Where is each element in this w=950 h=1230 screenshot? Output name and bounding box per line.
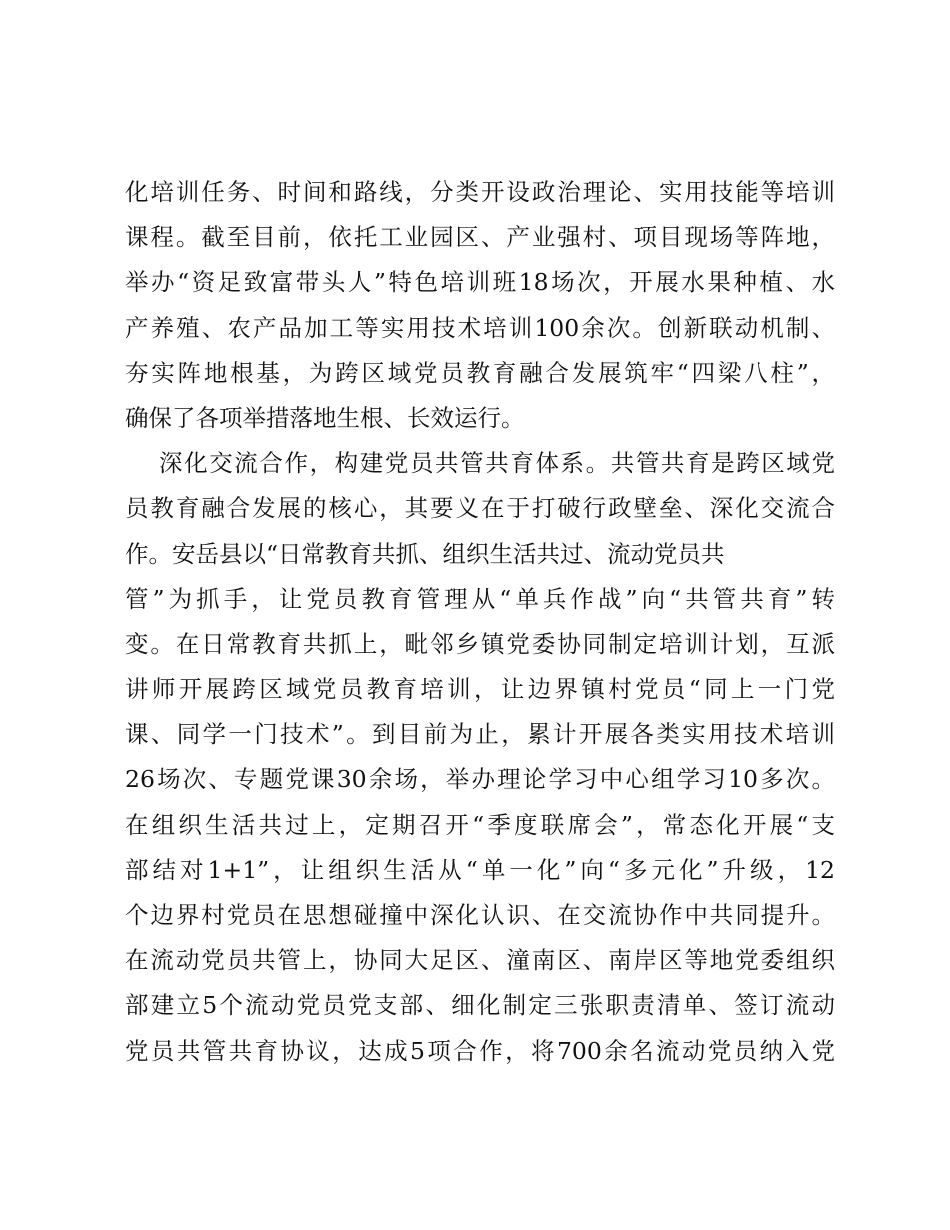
text-line: 产养殖、农产品加工等实用技术培训100余次。创新联动机制、 [125, 313, 835, 342]
text-line: 员教育融合发展的核心，其要义在于打破行政壁垒、深化交流合 [125, 494, 835, 523]
text-line: 变。在日常教育共抓上，毗邻乡镇党委协同制定培训计划，互派 [125, 629, 835, 658]
text-line: 部结对1+1”，让组织生活从“单一化”向“多元化”升级，12 [125, 855, 835, 884]
text-line: 确保了各项举措落地生根、长效运行。 [125, 403, 525, 432]
text-line: 讲师开展跨区域党员教育培训，让边界镇村党员“同上一门党 [125, 675, 835, 704]
text-line: 在组织生活共过上，定期召开“季度联席会”，常态化开展“支 [125, 810, 835, 839]
text-line: 作。安岳县以“日常教育共抓、组织生活共过、流动党员共 [125, 539, 725, 568]
text-line: 部建立5个流动党员党支部、细化制定三张职责清单、签订流动 [125, 991, 835, 1020]
text-line: 党员共管共育协议，达成5项合作，将700余名流动党员纳入党 [125, 1036, 835, 1065]
text-line: 夯实阵地根基，为跨区域党员教育融合发展筑牢“四梁八柱”， [125, 358, 835, 387]
text-line: 课程。截至目前，依托工业园区、产业强村、项目现场等阵地， [125, 223, 835, 252]
text-line: 个边界村党员在思想碰撞中深化认识、在交流协作中共同提升。 [125, 901, 835, 929]
text-line: 举办“资足致富带头人”特色培训班18场次，开展水果种植、水 [125, 268, 835, 297]
text-line: 深化交流合作，构建党员共管共育体系。共管共育是跨区域党 [159, 449, 835, 478]
text-line: 26场次、专题党课30余场，举办理论学习中心组学习10多次。 [125, 765, 835, 794]
text-line: 管”为抓手，让党员教育管理从“单兵作战”向“共管共育”转 [125, 584, 835, 613]
text-line: 课、同学一门技术”。到目前为止，累计开展各类实用技术培训 [125, 720, 835, 749]
document-body [125, 170, 835, 1074]
text-line: 化培训任务、时间和路线，分类开设政治理论、实用技能等培训 [125, 178, 835, 206]
text-line: 在流动党员共管上，协同大足区、潼南区、南岸区等地党委组织 [125, 946, 835, 975]
